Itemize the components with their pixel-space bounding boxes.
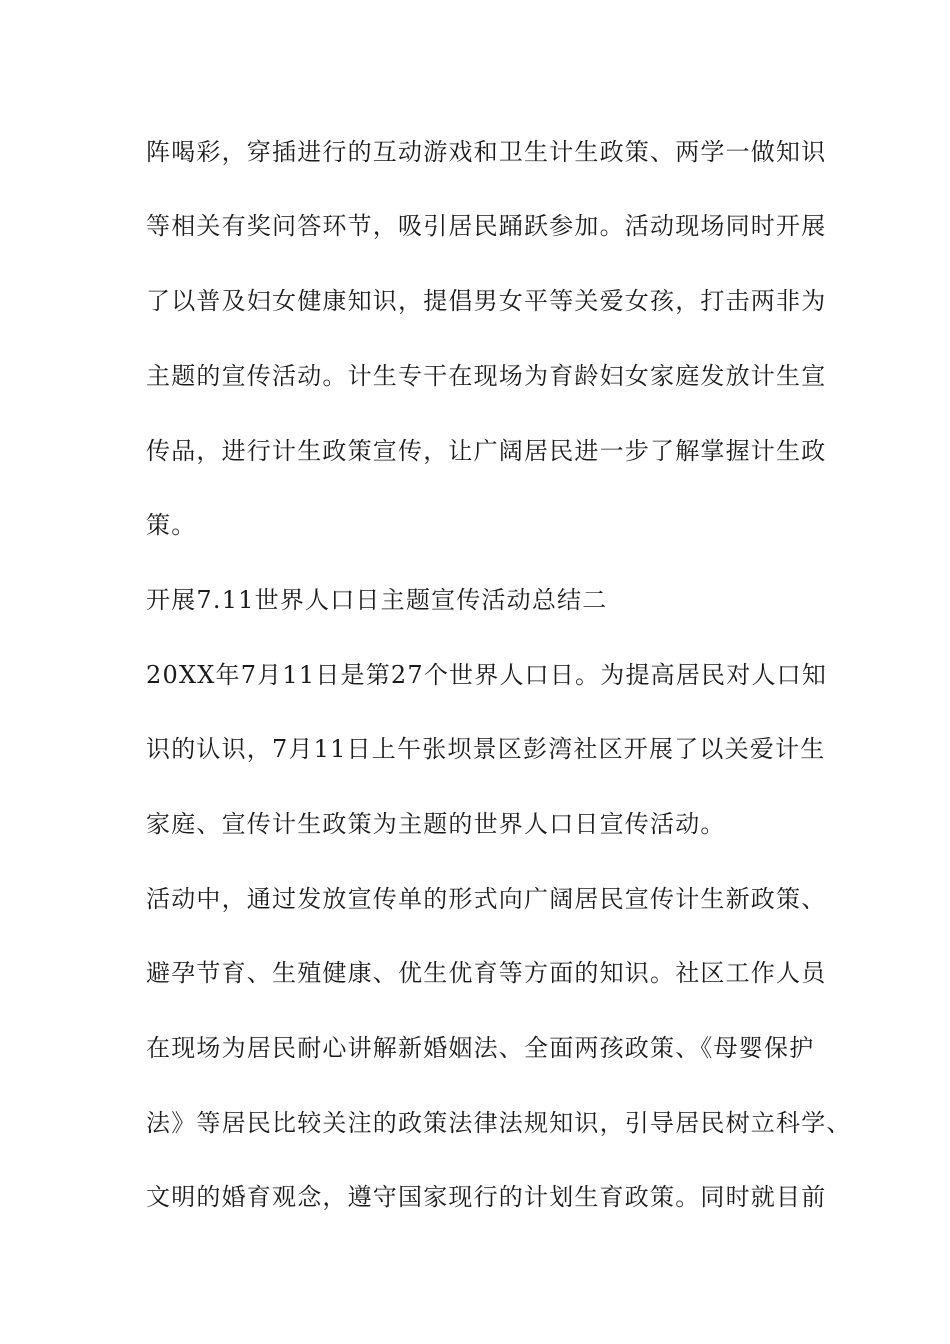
text-line: 文明的婚育观念，遵守国家现行的计划生育政策。同时就目前 bbox=[146, 1183, 827, 1211]
text-line: 识的认识，7月11日上午张坝景区彭湾社区开展了以关爱计生 bbox=[146, 735, 826, 763]
section-title: 开展7.11世界人口日主题宣传活动总结二 bbox=[146, 586, 608, 614]
text-line: 避孕节育、生殖健康、优生优育等方面的知识。社区工作人员 bbox=[146, 959, 827, 987]
text-line: 策。 bbox=[146, 511, 197, 539]
text-line: 在现场为居民耐心讲解新婚姻法、全面两孩政策、《母婴保护 bbox=[146, 1034, 815, 1062]
text-line: 了以普及妇女健康知识，提倡男女平等关爱女孩，打击两非为 bbox=[146, 287, 827, 315]
text-line: 主题的宣传活动。计生专干在现场为育龄妇女家庭发放计生宣 bbox=[146, 362, 827, 390]
text-line: 等相关有奖问答环节，吸引居民踊跃参加。活动现场同时开展 bbox=[146, 212, 827, 240]
text-line: 20XX年7月11日是第27个世界人口日。为提高居民对人口知 bbox=[146, 661, 828, 689]
text-line: 传品，进行计生政策宣传，让广阔居民进一步了解掌握计生政 bbox=[146, 437, 827, 465]
text-line: 阵喝彩，穿插进行的互动游戏和卫生计生政策、两学一做知识 bbox=[146, 138, 827, 166]
text-line: 活动中，通过发放宣传单的形式向广阔居民宣传计生新政策、 bbox=[146, 885, 827, 913]
text-line: 家庭、宣传计生政策为主题的世界人口日宣传活动。 bbox=[146, 810, 726, 838]
text-line: 法》等居民比较关注的政策法律法规知识，引导居民树立科学、 bbox=[146, 1109, 852, 1137]
